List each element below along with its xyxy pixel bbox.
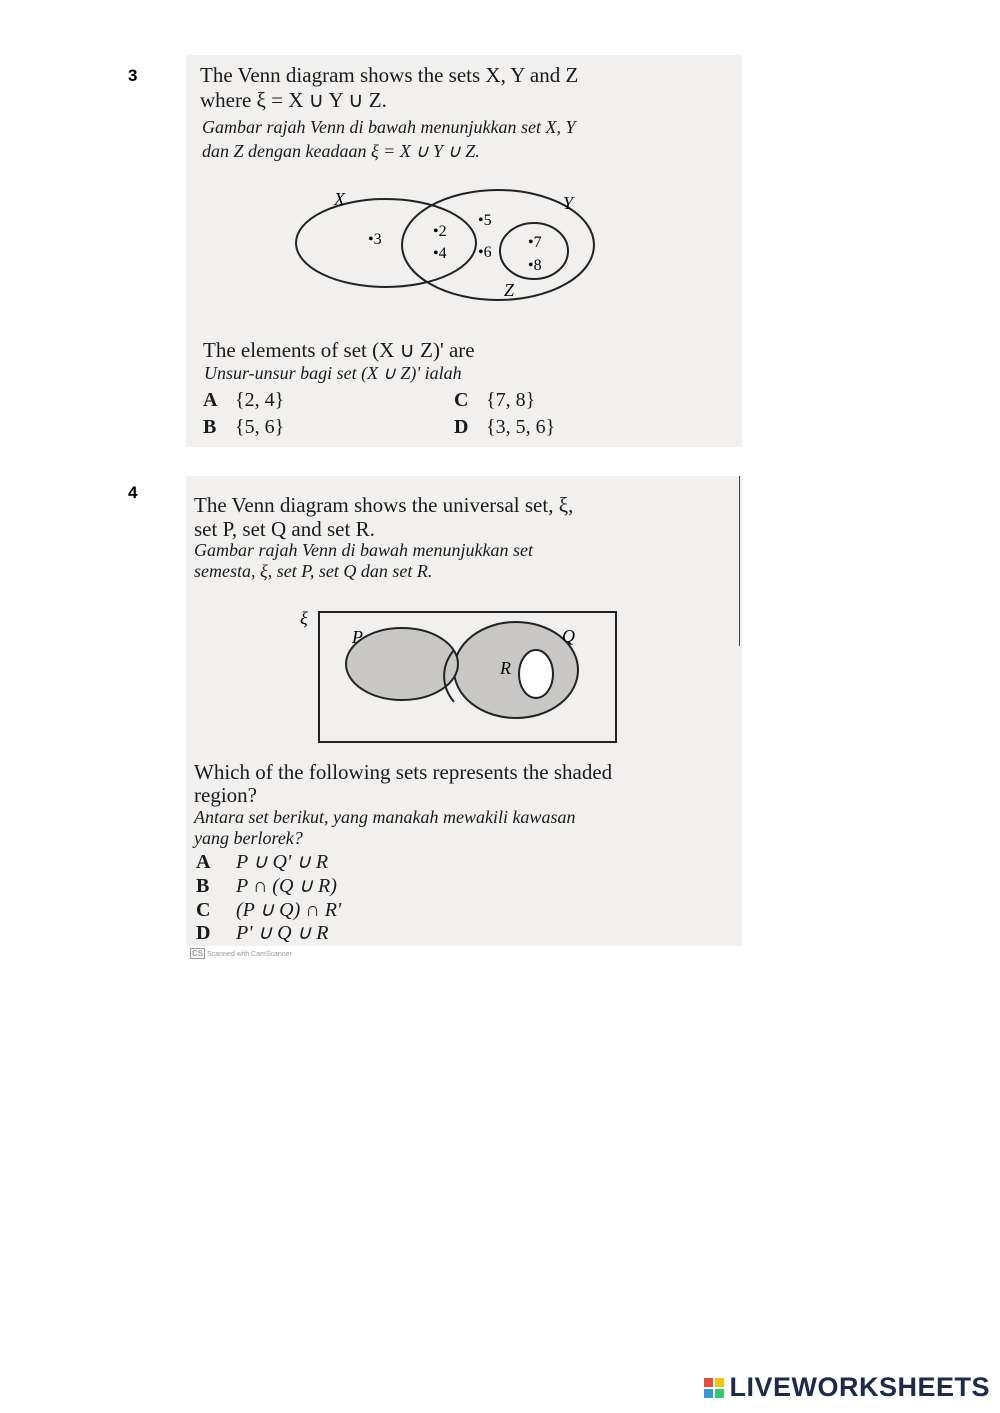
- option-text: P ∩ (Q ∪ R): [236, 875, 337, 897]
- option-text: {3, 5, 6}: [486, 416, 556, 438]
- set-x-circle: [296, 199, 476, 287]
- option-letter: D: [454, 416, 469, 438]
- option-text: P' ∪ Q ∪ R: [236, 922, 329, 944]
- q3-text-line-3: Gambar rajah Venn di bawah menunjukkan set X, Y: [202, 117, 576, 137]
- q3-option-d[interactable]: [454, 416, 555, 439]
- question-3-scan: [186, 55, 742, 447]
- liveworksheets-logo: [704, 1372, 990, 1403]
- q3-question-en: The elements of set (X ∪ Z)' are: [203, 338, 475, 362]
- option-text: {7, 8}: [486, 389, 536, 411]
- logo-grid-icon: [704, 1378, 724, 1398]
- q4-question-my-1: Antara set berikut, yang manakah mewakili kawasan: [194, 807, 576, 827]
- label-q: Q: [562, 626, 575, 646]
- set-r-unshaded: [519, 650, 553, 698]
- label-p: P: [352, 627, 363, 647]
- option-letter: B: [196, 875, 210, 897]
- brand-name: LIVEWORKSHEETS: [729, 1372, 990, 1402]
- option-letter: A: [203, 389, 218, 411]
- q4-option-d[interactable]: [196, 920, 328, 945]
- q4-question-en-2: region?: [194, 783, 257, 807]
- label-xi: ξ: [300, 608, 308, 628]
- element-8: •8: [528, 257, 542, 274]
- scanner-watermark: [190, 949, 292, 958]
- scanner-badge: CS: [192, 949, 204, 958]
- element-7: •7: [528, 234, 542, 251]
- q3-option-b[interactable]: [203, 416, 284, 439]
- option-letter: B: [203, 416, 217, 438]
- option-text: {2, 4}: [235, 389, 285, 411]
- q4-question-my-2: yang berlorek?: [194, 828, 303, 848]
- label-z: Z: [504, 280, 515, 300]
- element-3: •3: [368, 231, 382, 248]
- element-6: •6: [478, 244, 492, 261]
- label-y: Y: [563, 193, 574, 213]
- q3-option-a[interactable]: [203, 389, 284, 412]
- q4-text-line-1: The Venn diagram shows the universal set, ξ,: [194, 493, 574, 517]
- q4-option-b[interactable]: [196, 873, 337, 898]
- option-letter: D: [196, 922, 211, 944]
- q4-option-a[interactable]: [196, 849, 328, 874]
- q3-text-line-1: The Venn diagram shows the sets X, Y and Z: [200, 63, 579, 87]
- question-number-3: 3: [128, 66, 138, 85]
- option-text: (P ∪ Q) ∩ R': [236, 899, 342, 921]
- element-2: •2: [433, 223, 447, 240]
- question-number-4: 4: [128, 483, 138, 502]
- label-r: R: [500, 658, 511, 678]
- q4-option-c[interactable]: [196, 897, 341, 922]
- q3-option-c[interactable]: [454, 389, 535, 412]
- option-letter: A: [196, 851, 211, 873]
- question-4-scan: [186, 476, 742, 946]
- option-letter: C: [196, 899, 211, 921]
- option-letter: C: [454, 389, 469, 411]
- option-text: P ∪ Q' ∪ R: [236, 851, 329, 873]
- q4-text-line-3: Gambar rajah Venn di bawah menunjukkan set: [194, 540, 533, 560]
- q4-text-line-4: semesta, ξ, set P, set Q dan set R.: [194, 561, 433, 581]
- option-text: {5, 6}: [235, 416, 285, 438]
- q4-text-line-2: set P, set Q and set R.: [194, 517, 375, 541]
- element-4: •4: [433, 245, 447, 262]
- q3-question-my: Unsur-unsur bagi set (X ∪ Z)' ialah: [204, 363, 462, 383]
- element-5: •5: [478, 212, 492, 229]
- set-q-shaded: [454, 622, 578, 718]
- q3-text-line-4: dan Z dengan keadaan ξ = X ∪ Y ∪ Z.: [202, 141, 480, 161]
- q4-question-en-1: Which of the following sets represents the shaded: [194, 760, 613, 784]
- q3-text-line-2: where ξ = X ∪ Y ∪ Z.: [200, 88, 387, 112]
- scanner-text: Scanned with CamScanner: [207, 951, 292, 958]
- label-x: X: [334, 189, 345, 209]
